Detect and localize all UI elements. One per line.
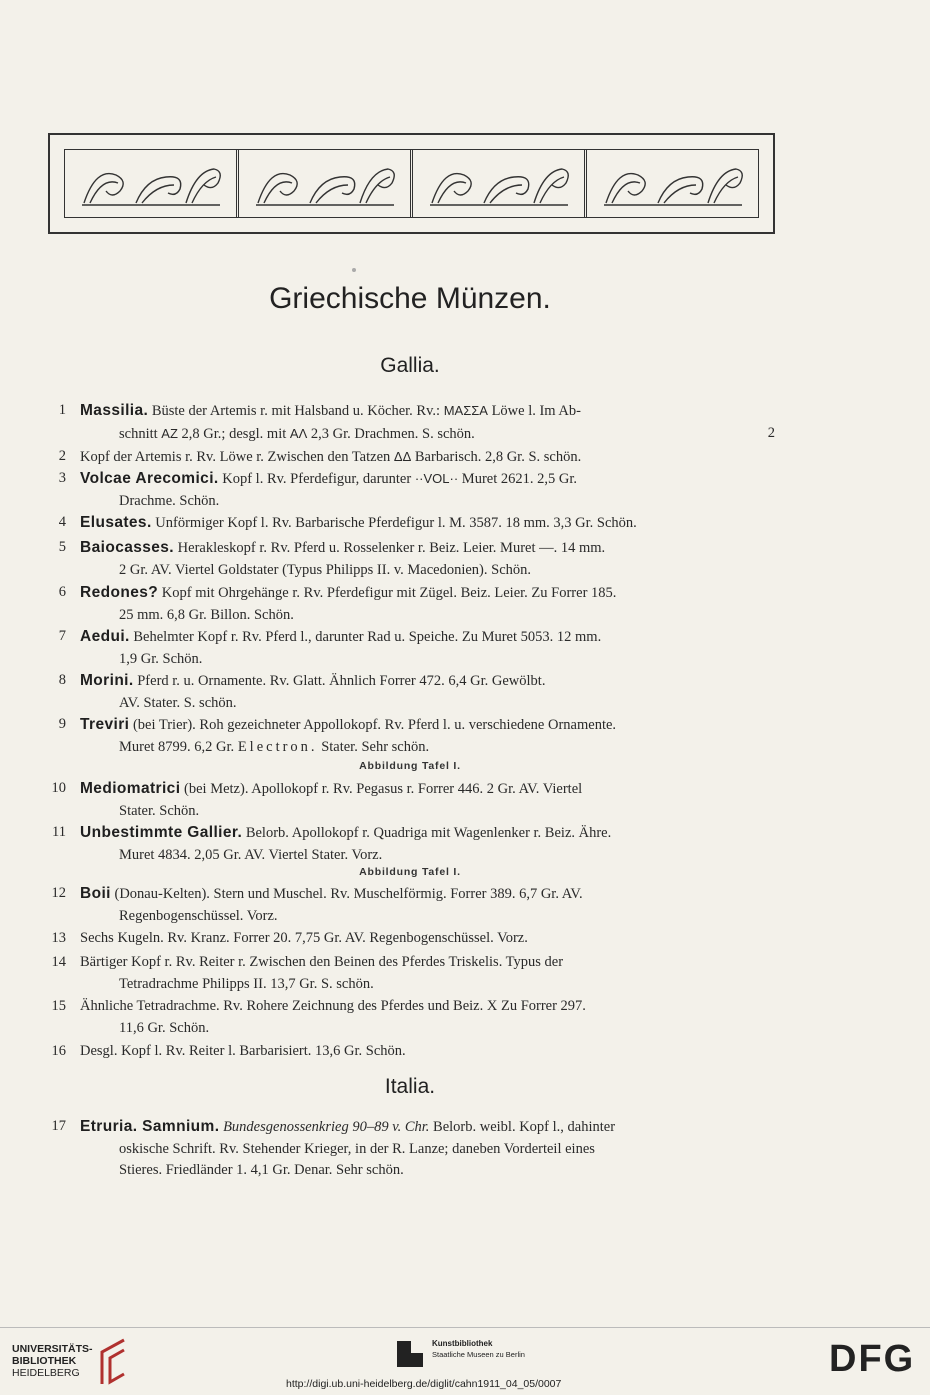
entry-number: 7 — [58, 628, 66, 644]
entry-text: schnitt — [119, 425, 162, 442]
entry-text: Desgl. Kopf l. Rv. Reiter l. Barbarisiert. 13,6 Gr. Schön. — [80, 1043, 406, 1059]
ub-line: HEIDELBERG — [12, 1367, 80, 1379]
page-title: Griechische Münzen. — [269, 282, 551, 315]
kb-name: Kunstbibliothek — [432, 1339, 493, 1348]
entry-text: Belorb. Apollokopf r. Quadriga mit Wagenlenker r. Beiz. Ähre. — [242, 825, 612, 841]
entry-name: Treviri — [80, 716, 130, 733]
entry-text: 2,8 Gr.; desgl. mit — [177, 425, 290, 442]
entry-text: Belorb. weibl. Kopf l., dahinter — [429, 1119, 616, 1135]
scroll-ornament-icon — [76, 157, 226, 211]
entry-italic-text: Bundesgenossenkrieg 90–89 v. Chr. — [223, 1119, 430, 1135]
catalog-entry — [40, 928, 775, 950]
entry-text: Tetradrachme Philipps II. 13,7 Gr. S. schön. — [119, 975, 374, 992]
entry-text: Stieres. Friedländer 1. 4,1 Gr. Denar. Sehr schön. — [119, 1162, 404, 1178]
entry-text: Kopf mit Ohrgehänge r. Rv. Pferdefigur mit Zügel. Beiz. Leier. Zu Forrer 185. — [158, 585, 617, 601]
catalog-entry — [40, 778, 775, 822]
entry-number: 10 — [51, 780, 66, 796]
entry-text: Kopf l. Rv. Pferdefigur, darunter — [218, 471, 415, 487]
scroll-ornament-icon — [250, 157, 400, 211]
entry-name: Volcae Arecomici. — [80, 470, 219, 487]
entry-text: (bei Metz). Apollokopf r. Rv. Pegasus r. Forrer 446. 2 Gr. — [180, 781, 519, 797]
entry-text: 1,9 Gr. Schön. — [119, 650, 203, 667]
catalog-entry — [40, 822, 775, 866]
entry-number: 4 — [58, 514, 66, 530]
entry-text: 2,3 Gr. Drachmen. S. schön. — [307, 425, 475, 442]
entry-name: Unbestimmte Gallier. — [80, 824, 243, 841]
catalog-entry — [40, 537, 775, 581]
entry-text: 2 Gr. — [119, 561, 151, 578]
metal-symbol: AV. — [344, 930, 366, 946]
entry-text: Barbarisch. 2,8 Gr. S. schön. — [411, 449, 582, 465]
entry-text: oskische Schrift. Rv. Stehender Krieger, in der R. Lanze; daneben Vorderteil eines — [119, 1140, 595, 1157]
entry-number: 5 — [58, 539, 66, 555]
entry-text: Viertel Goldstater (Typus Philipps II. v. Macedonien). Schön. — [171, 561, 532, 578]
catalog-entry — [40, 952, 775, 995]
entry-number: 14 — [51, 954, 66, 970]
entry-number: 1 — [58, 402, 66, 418]
entry-number: 6 — [58, 584, 66, 600]
entry-number: 15 — [51, 998, 66, 1014]
entry-text: Regenbogenschüssel. Vorz. — [365, 930, 528, 946]
kb-subtitle: Staatliche Museen zu Berlin — [432, 1350, 525, 1359]
entry-text: Muret 8799. 6,2 Gr. — [119, 738, 238, 755]
ub-heidelberg-logo[interactable] — [12, 1343, 93, 1379]
entry-text: Viertel Stater. Vorz. — [265, 846, 383, 863]
catalog-entry — [40, 400, 775, 445]
catalog-entry — [40, 1041, 775, 1063]
entry-text: Ähnliche Tetradrachme. Rv. Rohere Zeichnung des Pferdes und Beiz. X Zu Forrer 297. — [80, 998, 586, 1014]
kunstbibliothek-logo[interactable] — [432, 1338, 525, 1360]
entry-text: Kopf der Artemis r. Rv. Löwe r. Zwischen den Tatzen — [80, 449, 394, 465]
entry-text: (Donau-Kelten). Stern und Muschel. Rv. Muschelförmig. Forrer 389. 6,7 Gr. — [110, 886, 562, 902]
catalog-entry — [40, 626, 775, 670]
catalog-entry — [40, 714, 775, 758]
catalog-entry — [40, 670, 775, 714]
entry-text: Stater. S. schön. — [139, 694, 237, 711]
entry-number: 2 — [58, 448, 66, 464]
metal-symbol: AV. — [518, 781, 540, 797]
plate-caption: Abbildung Tafel I. — [359, 866, 461, 878]
entry-text: Muret 4834. 2,05 Gr. — [119, 846, 245, 863]
entry-text: 11,6 Gr. Schön. — [119, 1019, 210, 1036]
catalog-entry — [40, 512, 775, 535]
source-url-link[interactable]: http://digi.ub.uni-heidelberg.de/diglit/cahn1911_04_05/0007 — [286, 1378, 562, 1390]
ornament-band — [64, 149, 759, 218]
entry-name: Baiocasses. — [80, 539, 175, 556]
catalog-entry — [40, 468, 775, 512]
entry-text: Regenbogenschüssel. Vorz. — [119, 907, 278, 924]
entry-text: 25 mm. 6,8 Gr. Billon. Schön. — [119, 606, 294, 623]
section-heading-italia: Italia. — [384, 1075, 436, 1098]
ub-heidelberg-logo-icon — [96, 1336, 128, 1388]
ornamental-header-border — [48, 133, 775, 234]
entry-number: 8 — [58, 672, 66, 688]
catalog-entry — [40, 582, 775, 626]
metal-symbol: AV. — [150, 561, 172, 578]
ornament-panel — [236, 150, 410, 217]
entry-text: Büste der Artemis r. mit Halsband u. Köcher. Rv.: — [148, 403, 444, 419]
entry-number: 11 — [52, 824, 66, 840]
ornament-panel — [65, 150, 236, 217]
entry-text: Bärtiger Kopf r. Rv. Reiter r. Zwischen den Beinen des Pferdes Triskelis. Typus der — [80, 954, 564, 970]
entry-name: Morini. — [80, 672, 134, 689]
entry-number: 13 — [51, 930, 66, 946]
metal-symbol: AV. — [119, 694, 140, 711]
entry-text: Pferd r. u. Ornamente. Rv. Glatt. Ähnlich Forrer 472. 6,4 Gr. Gewölbt. — [133, 673, 546, 689]
greek-legend: ΜΑΣΣΑ — [443, 403, 488, 418]
entry-number: 3 — [58, 470, 66, 486]
entry-text: Sechs Kugeln. Rv. Kranz. Forrer 20. 7,75 Gr. — [80, 930, 345, 946]
catalog-entry — [40, 996, 775, 1039]
catalog-entry — [40, 446, 775, 469]
entry-name: Redones? — [80, 584, 159, 601]
entry-text: Muret 2621. 2,5 Gr. — [458, 471, 577, 487]
greek-legend: ΑΛ — [289, 425, 308, 441]
entry-name: Aedui. — [80, 628, 130, 645]
entry-text: (bei Trier). Roh gezeichneter Appollokopf. Rv. Pferd l. u. verschiedene Ornamente. — [129, 717, 617, 733]
greek-legend: ΑΖ — [161, 425, 178, 441]
section-heading-gallia: Gallia. — [380, 354, 440, 377]
scroll-ornament-icon — [598, 157, 748, 211]
entry-text: Herakleskopf r. Rv. Pferd u. Rosselenker r. Beiz. Leier. Muret —. 14 mm. — [174, 540, 606, 556]
paper-speck — [352, 268, 356, 272]
ornament-panel — [410, 150, 584, 217]
metal-symbol: AV. — [561, 886, 583, 902]
scroll-ornament-icon — [424, 157, 574, 211]
entry-text: Behelmter Kopf r. Rv. Pferd l., darunter Rad u. Speiche. Zu Muret 5053. 12 mm. — [129, 629, 602, 645]
ub-line: UNIVERSITÄTS- — [12, 1343, 93, 1355]
greek-legend: ΔΔ — [393, 449, 412, 464]
entry-number: 17 — [51, 1118, 66, 1134]
entry-text: Unförmiger Kopf l. Rv. Barbarische Pferdefigur l. M. 3587. 18 mm. 3,3 Gr. Schön. — [151, 515, 637, 531]
entry-name: Elusates. — [80, 514, 152, 531]
entry-number: 16 — [51, 1043, 66, 1059]
entry-name: Boii — [80, 885, 111, 902]
entry-text: Stater. Sehr schön. — [317, 738, 430, 755]
entry-text: Viertel — [539, 781, 583, 797]
plate-caption: Abbildung Tafel I. — [359, 760, 461, 772]
catalog-entry — [40, 883, 775, 927]
dfg-logo[interactable]: DFG — [829, 1338, 916, 1380]
spaced-text: Electron. — [237, 738, 318, 755]
entry-text: Löwe l. Im Ab- — [487, 403, 581, 419]
digitization-footer — [0, 1327, 930, 1395]
kunstbibliothek-logo-icon — [397, 1341, 423, 1367]
entry-name: Massilia. — [80, 402, 149, 419]
entry-text: Stater. Schön. — [119, 802, 200, 819]
coin-legend: ··VOL·· — [414, 471, 459, 486]
metal-symbol: AV. — [244, 846, 266, 863]
catalog-entry — [40, 1116, 775, 1182]
ornament-panel — [584, 150, 758, 217]
entry-number: 12 — [51, 885, 66, 901]
entry-name: Etruria. Samnium. — [80, 1118, 220, 1135]
ub-line: BIBLIOTHEK — [12, 1355, 77, 1367]
entry-number: 9 — [58, 716, 66, 732]
plate-ref: 2 — [767, 424, 775, 441]
entry-name: Mediomatrici — [80, 780, 181, 797]
entry-text: Drachme. Schön. — [119, 492, 220, 509]
